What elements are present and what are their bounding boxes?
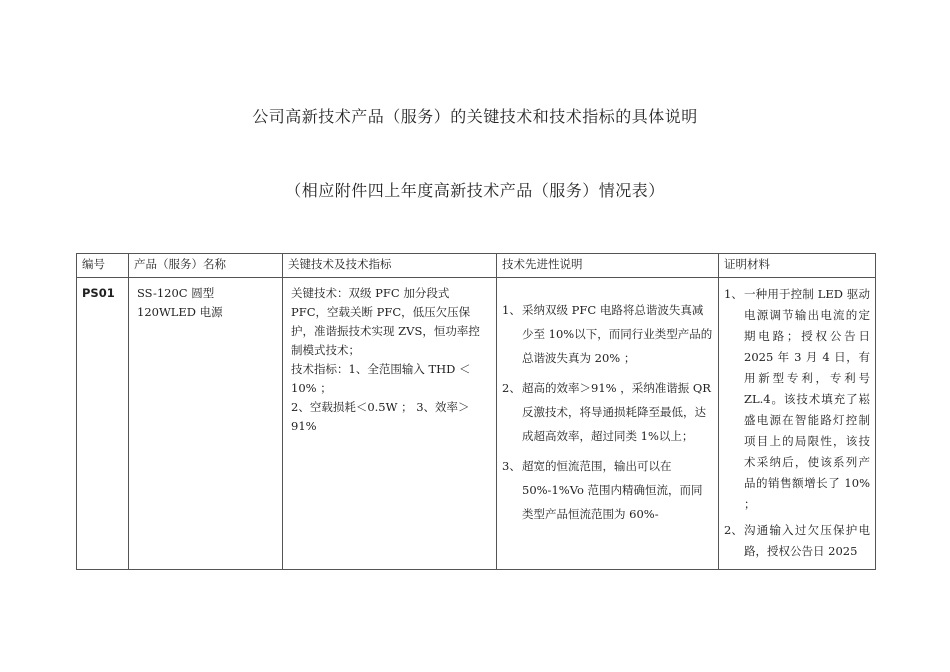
advantage-cell <box>497 278 719 570</box>
list-item <box>502 376 713 448</box>
list-item <box>724 284 870 515</box>
header-advantage: 技术先进性说明 <box>497 254 719 278</box>
list-text: 超高的效率＞91% ，采纳准谐振 QR 反激技术，将导通损耗降至最低，达成超高效率，超过同类 1%以上； <box>522 381 711 443</box>
product-name: SS-120C 圆型 120WLED 电源 <box>129 278 283 570</box>
proof-cell <box>719 278 876 570</box>
table-header-row <box>77 254 876 278</box>
document-title: 公司高新技术产品（服务）的关键技术和技术指标的具体说明 <box>252 107 698 126</box>
document-subtitle: （相应附件四上年度高新技术产品（服务）情况表） <box>285 181 665 200</box>
list-text: 沟通输入过欠压保护电路，授权公告日 2025 <box>744 523 870 558</box>
list-item <box>502 454 713 526</box>
header-proof: 证明材料 <box>719 254 876 278</box>
list-text: 采纳双级 PFC 电路将总谐波失真减少至 10%以下，而同行业类型产品的总谐波失真为 20% ； <box>522 303 713 365</box>
list-item <box>724 520 870 562</box>
list-text: 超宽的恒流范围，输出可以在 50%-1%Vo 范围内精确恒流，而同类型产品恒流范围为 60%- <box>522 459 703 521</box>
list-text: 一种用于控制 LED 驱动电源调节输出电流的定期电路；授权公告日 2025 年 3 月 4 日，有用新型专利，专利号 ZL.4。该技术填充了崧盛电源在智能路灯控制项目上的局限性，该技术采纳后，使该系列产品的销售额增长了 10% ； <box>744 287 870 511</box>
table-row <box>77 278 876 570</box>
product-table <box>76 253 876 570</box>
header-code: 编号 <box>77 254 129 278</box>
list-item <box>502 298 713 370</box>
list-number: 2、 <box>502 381 521 395</box>
header-name: 产品（服务）名称 <box>129 254 283 278</box>
list-number: 3、 <box>502 459 521 473</box>
list-number: 1、 <box>724 287 743 301</box>
key-tech-cell <box>283 278 497 570</box>
product-code: PS01 <box>77 278 129 570</box>
list-number: 2、 <box>724 523 743 537</box>
list-number: 1、 <box>502 303 521 317</box>
key-tech-line: 2、空载损耗＜0.5W ； 3、效率＞91% <box>291 400 470 433</box>
key-tech-line: 技术指标：1、全范围输入 THD ＜10% ； <box>291 362 471 395</box>
header-key-tech: 关键技术及技术指标 <box>283 254 497 278</box>
key-tech-line: 关键技术：双级 PFC 加分段式 PFC，空载关断 PFC，低压欠压保护，准谐振技术实现 ZVS，恒功率控制模式技术； <box>291 286 480 357</box>
